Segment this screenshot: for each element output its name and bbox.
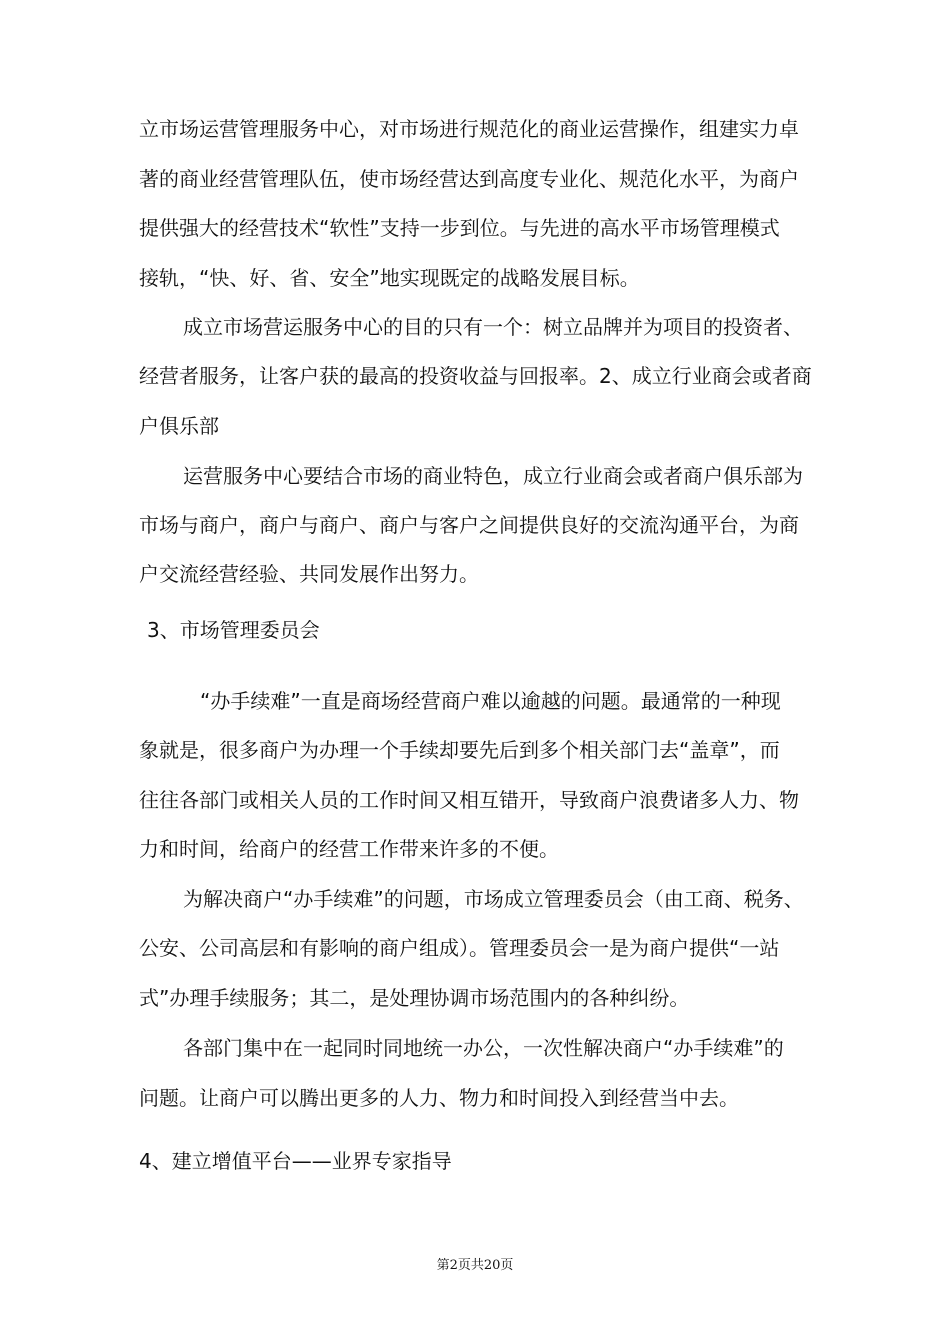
text-line: 各部门集中在一起同时同地统一办公，一次性解决商户“办手续难”的 <box>183 1036 784 1060</box>
text-line: 接轨，“快、好、省、安全”地实现既定的战略发展目标。 <box>139 266 640 290</box>
section-heading: 3、市场管理委员会 <box>147 618 320 642</box>
text-line: 象就是，很多商户为办理一个手续却要先后到多个相关部门去“盖章”，而 <box>139 738 780 762</box>
text-line: 力和时间，给商户的经营工作带来许多的不便。 <box>139 837 559 861</box>
text-line: 成立市场营运服务中心的目的只有一个：树立品牌并为项目的投资者、 <box>183 315 803 339</box>
text-line: 公安、公司高层和有影响的商户组成）。管理委员会一是为商户提供“一站 <box>139 936 780 960</box>
text-line: 户交流经营经验、共同发展作出努力。 <box>139 562 479 586</box>
text-line: 式”办理手续服务；其二，是处理协调市场范围内的各种纠纷。 <box>139 986 690 1010</box>
text-line: “办手续难”一直是商场经营商户难以逾越的问题。最通常的一种现 <box>200 689 781 713</box>
text-line: 户俱乐部 <box>139 414 219 438</box>
text-line: 立市场运营管理服务中心，对市场进行规范化的商业运营操作，组建实力卓 <box>139 117 799 141</box>
text-line: 问题。让商户可以腾出更多的人力、物力和时间投入到经营当中去。 <box>139 1086 739 1110</box>
text-line: 运营服务中心要结合市场的商业特色，成立行业商会或者商户俱乐部为 <box>183 464 803 488</box>
section-heading: 4、建立增值平台——业界专家指导 <box>139 1149 452 1173</box>
text-line: 著的商业经营管理队伍，使市场经营达到高度专业化、规范化水平，为商户 <box>139 167 799 191</box>
text-line: 往往各部门或相关人员的工作时间又相互错开，导致商户浪费诸多人力、物 <box>139 788 799 812</box>
text-line: 为解决商户“办手续难”的问题，市场成立管理委员会（由工商、税务、 <box>183 887 804 911</box>
text-line: 市场与商户，商户与商户、商户与客户之间提供良好的交流沟通平台，为商 <box>139 513 799 537</box>
page-number: 第2页共20页 <box>436 1258 514 1273</box>
text-line: 提供强大的经营技术“软性”支持一步到位。与先进的高水平市场管理模式 <box>139 216 780 240</box>
text-line: 经营者服务，让客户获的最高的投资收益与回报率。2、成立行业商会或者商 <box>139 364 812 388</box>
